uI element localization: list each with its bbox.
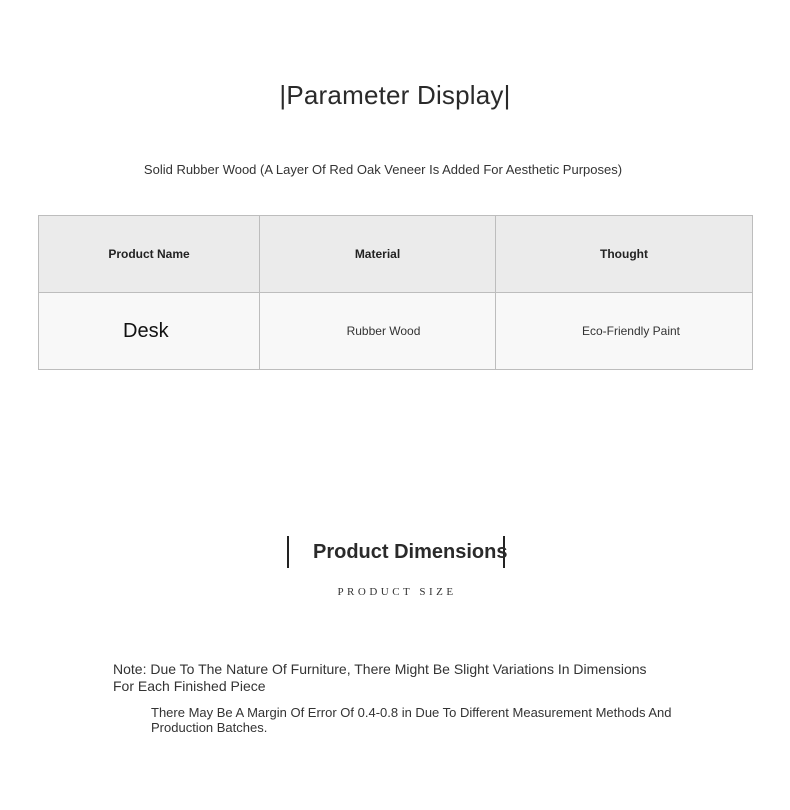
cell-material: Rubber Wood xyxy=(260,293,496,370)
product-dimensions-title: Product Dimensions xyxy=(287,536,505,568)
parameter-table xyxy=(38,215,753,370)
header-thought: Thought xyxy=(496,216,753,293)
header-material: Material xyxy=(260,216,496,293)
material-description: Solid Rubber Wood (A Layer Of Red Oak Veneer Is Added For Aesthetic Purposes) xyxy=(143,162,623,177)
cell-thought: Eco-Friendly Paint xyxy=(496,293,753,370)
table-row xyxy=(39,293,753,370)
product-size-subtitle: PRODUCT SIZE xyxy=(337,586,457,598)
variation-note: Note: Due To The Nature Of Furniture, There Might Be Slight Variations In Dimensions For Each Finished Piece xyxy=(113,661,647,694)
table-header-row xyxy=(39,216,753,293)
header-product-name: Product Name xyxy=(39,216,260,293)
margin-of-error-note: There May Be A Margin Of Error Of 0.4-0.8 in Due To Different Measurement Methods And Production Batches. xyxy=(151,705,672,735)
parameter-display-title: |Parameter Display| xyxy=(279,80,511,110)
cell-product-name: Desk xyxy=(39,293,260,370)
